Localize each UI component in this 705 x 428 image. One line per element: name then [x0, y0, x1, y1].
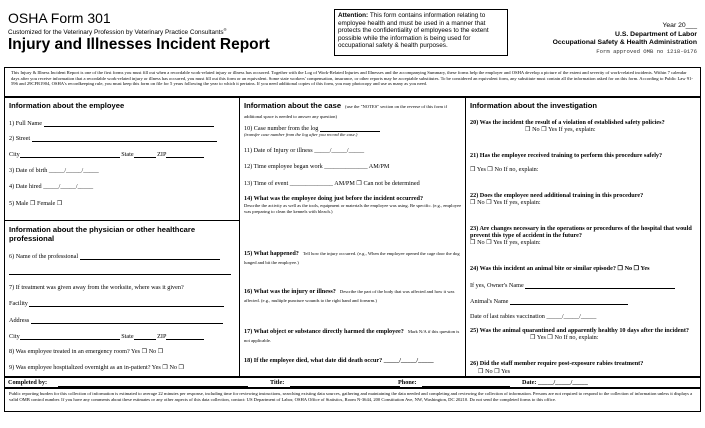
phone-label: Phone:: [398, 379, 417, 386]
full-name-label: 1) Full Name: [9, 119, 42, 127]
professional-name-row: [9, 252, 237, 260]
city-label: City: [9, 150, 20, 158]
rabies-treatment-options[interactable]: ❒ No ❒ Yes: [478, 368, 511, 375]
completed-by-field[interactable]: [58, 386, 248, 387]
professional-name-line-2: [9, 274, 231, 275]
omb-number: Form approved OMB no 1218-0176: [596, 48, 697, 55]
rabies-vaccination-date[interactable]: Date of last rabies vaccination _____/_____/_____: [470, 313, 597, 320]
changes-options[interactable]: ❒ No ❒ Yes If yes, explain:: [470, 239, 541, 246]
professional-name-field[interactable]: [80, 252, 220, 260]
facility-label: Facility: [9, 299, 28, 307]
facility-field[interactable]: [29, 299, 224, 307]
physician-city-label: City: [9, 332, 20, 340]
intro-text: This Injury & Illness Incident Report is one of the first forms you must fill out when a recordable work-related injury or illness has occurred. Together with the Log of Work-Related Injuries and Illnesses and the accompanying Summary, these forms help the employer and OSHA develop a picture of the extent and severity of work-related incidents. Within 7 calendar days after you receive information that a recordable work-related injury or illness has occurred, you must fill out this form or an equivalent. Some state workers' compensation, insurance, or other reports may be acceptable substitutes. To be considered an equivalent form, any substitute must contain all the information asked for on this form. According to Public Law 91-596 and 29CFR1904, OSHA's recordkeeping rule, you must keep this form on file for 5 years following the year to which it pertains. If you need additional copies of this form, you may photocopy and use as many as you need.: [4, 67, 701, 97]
physician-zip-label: ZIP: [157, 332, 167, 340]
completion-date[interactable]: Date: _____/_____/_____: [522, 379, 588, 386]
owner-name-label: If yes, Owner's Name: [470, 281, 524, 289]
violation-options[interactable]: ❒ No ❒ Yes If yes, explain:: [525, 126, 596, 133]
case-number-note: (transfer case number from the log after you record the case.): [244, 132, 358, 137]
physician-city-field[interactable]: [20, 332, 120, 340]
activity-question: 14) What was the employee doing just before the incident occurred?: [244, 195, 424, 202]
address-label: Address: [9, 316, 30, 324]
violation-question: 20) Was the incident the result of a violation of established safety policies?: [470, 119, 665, 126]
animal-bite-question[interactable]: 24) Was this incident an animal bite or similar episode? ❒ No ❒ Yes: [470, 265, 650, 272]
date-of-birth[interactable]: 3) Date of birth _____/_____/_____: [9, 167, 99, 174]
completed-by-label: Completed by:: [8, 379, 48, 386]
form-title: OSHA Form 301: [8, 10, 111, 26]
street-row: [9, 134, 237, 142]
title-field[interactable]: [290, 386, 400, 387]
main-title: Injury and Illnesses Incident Report: [8, 36, 270, 53]
time-of-event[interactable]: 13) Time of event ______________ AM/PM ❒ Can not be determined: [244, 180, 420, 187]
sex-checkboxes[interactable]: 5) Male ❒ Female ❒: [9, 200, 63, 207]
phone-field[interactable]: [422, 386, 510, 387]
investigation-heading: Information about the investigation: [470, 101, 597, 110]
what-happened-block: [244, 248, 462, 266]
animal-name-label: Animal's Name: [470, 297, 509, 305]
street-field[interactable]: [32, 134, 217, 142]
attention-text: This form contains information relating to employee health and must be used in a manner that protects the confidentiality of employees to the extent possible while the information is being used for occupational safety & health purposes.: [338, 12, 489, 50]
animal-name-row: [470, 297, 698, 305]
case-heading-block: [244, 100, 462, 120]
additional-training-options[interactable]: ❒ No ❒ Yes If yes, explain:: [470, 199, 541, 206]
case-heading-note: (use the "NOTES" section on the reverse of this form if additional space is needed to answer any question): [244, 104, 448, 119]
case-number-row: [244, 124, 462, 132]
case-number-label: 10) Case number from the log: [244, 124, 319, 132]
date-hired[interactable]: 4) Date hired _____/_____/_____: [9, 183, 94, 190]
physician-state-field[interactable]: [134, 332, 156, 340]
additional-training-question: 22) Does the employee need additional training in this procedure?: [470, 192, 644, 199]
quarantine-question: 25) Was the animal quarantined and apparently healthy 10 days after the incident?: [470, 327, 689, 334]
facility-row: [9, 299, 237, 307]
registered-mark: ®: [223, 27, 227, 32]
object-question: 17) What object or substance directly harmed the employee?: [244, 328, 404, 335]
dept-osha: Occupational Safety & Health Administration: [552, 39, 697, 46]
injury-question: 16) What was the injury or illness?: [244, 288, 336, 295]
owner-name-field[interactable]: [525, 281, 675, 289]
injury-note: Describe the part of the body that was affected and how it was affected. (e.g., multiple puncture wounds to the right hand and forearm.): [244, 289, 455, 304]
zip-field[interactable]: [166, 150, 204, 158]
form-subtitle: Customized for the Veterinary Profession by Veterinary Practice Consultants®: [8, 27, 227, 37]
section-divider: [4, 220, 239, 221]
full-name-row: [9, 119, 237, 127]
object-block: [244, 326, 462, 344]
physician-zip-field[interactable]: [166, 332, 204, 340]
object-note: Mark N/A if this question is not applicable.: [244, 329, 460, 344]
case-heading: Information about the case: [244, 101, 342, 110]
date-of-death[interactable]: 18) If the employee died, what date did death occur? _____/_____/_____: [244, 357, 434, 364]
dept-labor: U.S. Department of Labor: [615, 31, 697, 38]
activity-note: Describe the activity as well as the tools, equipment or materials the employee was using. Be specific. (e.g., employee was preparing to clean the kennels with bleach.): [244, 203, 462, 214]
injury-block: [244, 286, 462, 304]
address-row: [9, 316, 237, 324]
attention-label: Attention:: [338, 12, 369, 19]
title-label: Title:: [270, 379, 285, 386]
address-field[interactable]: [31, 316, 223, 324]
treatment-location-question: 7) If treatment was given away from the worksite, where was it given?: [9, 284, 184, 291]
training-question: 21) Has the employee received training to perform this procedure safely?: [470, 152, 663, 159]
city-field[interactable]: [20, 150, 120, 158]
date-of-injury[interactable]: 11) Date of Injury or illness _____/_____/_____: [244, 147, 365, 154]
attention-box: [334, 9, 508, 56]
street-label: 2) Street: [9, 134, 31, 142]
owner-name-row: [470, 281, 698, 289]
emergency-room-question[interactable]: 8) Was employee treated in an emergency room? Yes ❒ No ❒: [9, 348, 164, 355]
zip-label: ZIP: [157, 150, 167, 158]
city-row: [9, 150, 237, 158]
quarantine-options[interactable]: ❒ Yes ❒ No If no, explain:: [530, 334, 599, 341]
time-began-work[interactable]: 12) Time employee began work ______________ AM/PM: [244, 163, 390, 170]
case-number-field[interactable]: [320, 124, 380, 132]
physician-state-label: State: [121, 332, 134, 340]
state-label: State: [121, 150, 134, 158]
hospitalized-question[interactable]: 9) Was employee hospitalized overnight as an in-patient? Yes ❒ No ❒: [9, 364, 185, 371]
year-label: Year 20___: [662, 22, 697, 29]
rabies-treatment-question: 26) Did the staff member require post-exposure rabies treatment?: [470, 360, 644, 367]
what-happened-note: Tell how the injury occurred. (e.g., When the employee opened the cage door the dog lunged and bit the employee.): [244, 251, 460, 266]
full-name-field[interactable]: [44, 119, 214, 127]
column-divider-2: [465, 97, 466, 377]
physician-heading: Information about the physician or other healthcare professional: [9, 225, 196, 243]
column-divider-1: [239, 97, 240, 377]
state-field[interactable]: [134, 150, 156, 158]
training-options[interactable]: ❒ Yes ❒ No If no, explain:: [470, 166, 539, 173]
what-happened-question: 15) What happened?: [244, 250, 299, 257]
employee-heading: Information about the employee: [9, 101, 125, 110]
physician-city-row: [9, 332, 237, 340]
burden-statement: Public reporting burden for this collection of information is estimated to average 22 minutes per response, including time for reviewing instructions, searching existing data sources, gathering and maintaining the data needed and completing and reviewing the collection of information. Persons are not required to respond to the collection of information unless it displays a valid OMB control number. If you have any comments about these estimates or any other aspects of this data collection, contact: US Department of Labor, OSHA Office of Statistics, Room N-3644, 200 Constitution Ave, NW, Washington, DC 20210. Do not send the completed forms to this office.: [4, 388, 701, 412]
changes-question: 23) Are changes necessary in the operations or procedures of the hospital that would prevent this type of accident in the future?: [470, 225, 692, 240]
animal-name-field[interactable]: [510, 297, 628, 305]
professional-name-label: 6) Name of the professional: [9, 252, 79, 260]
